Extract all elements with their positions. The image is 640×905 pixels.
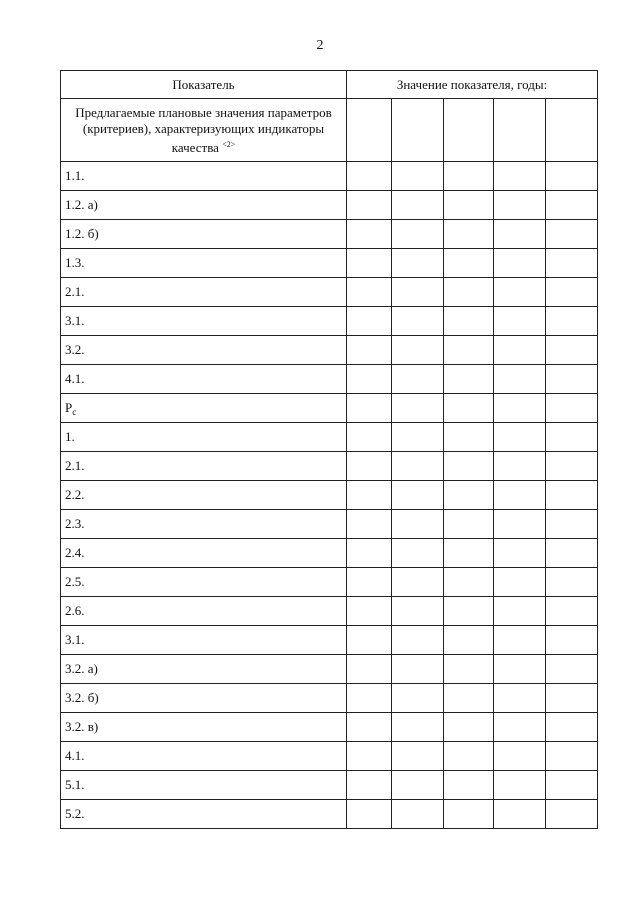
value-cell [392,655,444,684]
value-cell [546,800,598,829]
value-cell [494,713,546,742]
value-cell [494,336,546,365]
value-cell [392,278,444,307]
row-label-subscript: c [72,406,77,417]
value-cell [494,99,546,162]
value-cell [392,99,444,162]
row-label [61,162,347,191]
value-cell [392,713,444,742]
row-label [61,539,347,568]
value-cell [494,800,546,829]
value-cell [546,597,598,626]
value-cell [546,220,598,249]
value-cell [347,713,392,742]
value-cell [392,423,444,452]
value-cell [546,481,598,510]
page-number: 2 [316,38,324,53]
table-row [61,626,598,655]
value-cell [494,162,546,191]
row-label-text: 2.1. [65,458,85,473]
value-cell [546,99,598,162]
value-cell [444,771,494,800]
value-cell [444,191,494,220]
value-cell [546,510,598,539]
value-cell [546,365,598,394]
row-label [61,365,347,394]
value-cell [494,191,546,220]
table-row [61,655,598,684]
section-row [61,99,598,162]
value-cell [546,742,598,771]
value-cell [392,597,444,626]
row-label [61,423,347,452]
value-cell [392,481,444,510]
table-row [61,191,598,220]
row-label-text: 3.1. [65,313,85,328]
value-cell [347,191,392,220]
row-label-text: 1. [65,429,75,444]
row-label [61,568,347,597]
table-row [61,597,598,626]
value-cell [392,336,444,365]
row-label [61,278,347,307]
value-cell [546,713,598,742]
value-cell [444,800,494,829]
value-cell [347,220,392,249]
value-cell [347,249,392,278]
value-cell [546,452,598,481]
value-cell [494,278,546,307]
row-label [61,336,347,365]
value-cell [347,307,392,336]
value-cell [392,191,444,220]
value-cell [392,800,444,829]
value-cell [444,452,494,481]
value-cell [347,684,392,713]
row-label [61,597,347,626]
row-label [61,452,347,481]
value-cell [494,655,546,684]
value-cell [444,423,494,452]
value-cell [494,684,546,713]
value-cell [444,249,494,278]
value-cell [444,481,494,510]
row-label [61,742,347,771]
value-cell [494,539,546,568]
value-cell [444,336,494,365]
value-cell [494,742,546,771]
row-label-text: 2.3. [65,516,85,531]
value-cell [347,278,392,307]
value-cell [546,307,598,336]
value-cell [444,278,494,307]
value-cell [444,99,494,162]
row-label-text: 5.2. [65,806,85,821]
value-cell [392,539,444,568]
row-label [61,191,347,220]
table-row [61,394,598,423]
value-cell [494,481,546,510]
table-header-row [61,71,598,99]
value-cell [347,626,392,655]
row-label-text: 5.1. [65,777,85,792]
row-label-text: 3.2. [65,342,85,357]
value-cell [392,307,444,336]
value-cell [546,278,598,307]
table-row [61,539,598,568]
value-cell [546,655,598,684]
table-row [61,423,598,452]
value-cell [392,510,444,539]
row-label [61,249,347,278]
row-label-text: 1.2. б) [65,226,99,241]
value-cell [494,365,546,394]
row-label-text: 2.2. [65,487,85,502]
table-row [61,452,598,481]
row-label [61,800,347,829]
value-cell [392,162,444,191]
value-cell [444,510,494,539]
row-label-text: 3.1. [65,632,85,647]
row-label [61,481,347,510]
row-label [61,220,347,249]
row-label-text: 1.1. [65,168,85,183]
section-title-cell [61,99,347,162]
value-cell [347,771,392,800]
footnote-ref: <2> [222,139,236,149]
row-label [61,684,347,713]
value-cell [347,336,392,365]
value-cell [392,365,444,394]
header-values: Значение показателя, годы: [347,71,598,99]
value-cell [494,249,546,278]
value-cell [347,655,392,684]
table-row [61,365,598,394]
value-cell [392,771,444,800]
value-cell [347,365,392,394]
row-label [61,510,347,539]
row-label-text: 4.1. [65,371,85,386]
value-cell [347,99,392,162]
value-cell [347,568,392,597]
table-row [61,684,598,713]
value-cell [546,394,598,423]
row-label-text: 1.2. а) [65,197,98,212]
value-cell [392,742,444,771]
value-cell [494,394,546,423]
table-row [61,162,598,191]
value-cell [392,394,444,423]
value-cell [494,771,546,800]
value-cell [347,539,392,568]
table-row [61,742,598,771]
table-row [61,568,598,597]
table-row [61,713,598,742]
value-cell [392,684,444,713]
row-label-text: 2.4. [65,545,85,560]
value-cell [392,249,444,278]
row-label [61,394,347,423]
value-cell [546,162,598,191]
row-label-text: 3.2. в) [65,719,99,734]
row-label-text: 2.6. [65,603,85,618]
row-label [61,626,347,655]
row-label-text: 2.5. [65,574,85,589]
value-cell [494,510,546,539]
value-cell [444,220,494,249]
value-cell [392,220,444,249]
value-cell [347,162,392,191]
table-row [61,249,598,278]
value-cell [347,800,392,829]
value-cell [444,626,494,655]
value-cell [546,684,598,713]
table-row [61,771,598,800]
value-cell [347,423,392,452]
value-cell [444,568,494,597]
row-label [61,307,347,336]
row-label-text: 3.2. б) [65,690,99,705]
value-cell [444,539,494,568]
value-cell [546,191,598,220]
value-cell [494,307,546,336]
value-cell [494,220,546,249]
table-row [61,510,598,539]
value-cell [494,452,546,481]
value-cell [444,307,494,336]
value-cell [546,336,598,365]
value-cell [444,597,494,626]
value-cell [392,452,444,481]
value-cell [347,481,392,510]
value-cell [494,626,546,655]
row-label-text: 1.3. [65,255,85,270]
value-cell [546,423,598,452]
section-title: Предлагаемые плановые значения параметров (критериев), характеризующих индикаторы качества [75,104,332,155]
row-label-text: 4.1. [65,748,85,763]
value-cell [392,568,444,597]
table-row [61,336,598,365]
value-cell [444,394,494,423]
value-cell [347,452,392,481]
table-row [61,278,598,307]
row-label-text: 2.1. [65,284,85,299]
value-cell [347,510,392,539]
value-cell [444,684,494,713]
value-cell [444,655,494,684]
table-row [61,220,598,249]
value-cell [444,365,494,394]
table-row [61,800,598,829]
value-cell [444,162,494,191]
row-label [61,713,347,742]
value-cell [494,423,546,452]
header-indicator: Показатель [61,71,347,99]
table-row [61,481,598,510]
value-cell [347,394,392,423]
row-label-text: 3.2. а) [65,661,98,676]
value-cell [546,539,598,568]
value-cell [494,597,546,626]
value-cell [546,568,598,597]
value-cell [444,742,494,771]
value-cell [444,713,494,742]
table-row [61,307,598,336]
value-cell [494,568,546,597]
value-cell [546,249,598,278]
value-cell [546,771,598,800]
row-label [61,655,347,684]
row-label [61,771,347,800]
value-cell [347,597,392,626]
value-cell [546,626,598,655]
indicator-table [60,70,598,829]
value-cell [347,742,392,771]
value-cell [392,626,444,655]
row-label-text: P [65,399,73,415]
